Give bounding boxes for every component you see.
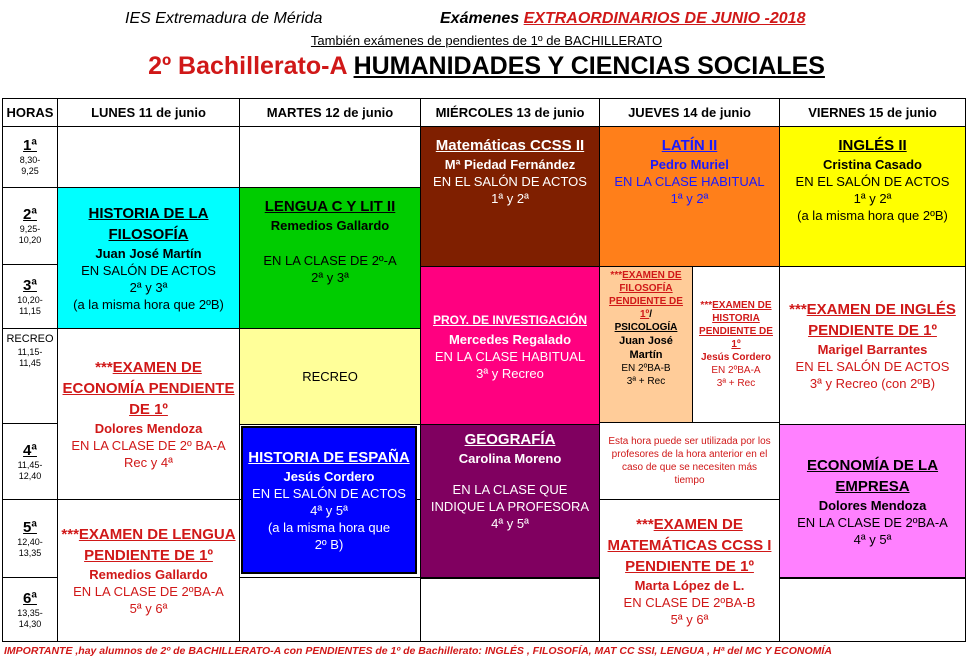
col-header-thursday: JUEVES 14 de junio (599, 98, 780, 127)
empty-cell (239, 577, 421, 642)
hour-recreo: RECREO 11,15- 11,45 (2, 328, 58, 424)
school-name: IES Extremadura de Mérida (125, 10, 323, 27)
subtitle: También exámenes de pendientes de 1º de BACHILLERATO (310, 33, 663, 48)
exam-historia-pendiente: ***EXAMEN DE HISTORIA PENDIENTE DE 1º Jesús Cordero EN 2ºBA-A 3ª + Rec (692, 266, 780, 423)
exam-historia-espana: HISTORIA DE ESPAÑA Jesús Cordero EN EL SALÓN DE ACTOS 4ª y 5ª (a la misma hora que 2º B) (241, 426, 417, 574)
exam-geografia: GEOGRAFÍA Carolina Moreno EN LA CLASE QUE INDIQUE LA PROFESORA 4ª y 5ª (420, 424, 600, 579)
exam-matematicas-pendiente: ***EXAMEN DE MATEMÁTICAS CCSS I PENDIENTE DE 1º Marta López de L. EN CLASE DE 2ºBA-B 5ª y 6ª (599, 499, 780, 642)
exam-economia-pendiente: ***EXAMEN DE ECONOMÍA PENDIENTE DE 1º Dolores Mendoza EN LA CLASE DE 2º BA-A Rec y 4ª (57, 328, 240, 500)
exam-proyecto-investigacion: PROY. DE INVESTIGACIÓN Mercedes Regalado EN LA CLASE HABITUAL 3ª y Recreo (420, 266, 600, 425)
col-header-horas: HORAS (2, 98, 58, 127)
hour-4: 4ª 11,45- 12,40 (2, 423, 58, 500)
hour-2: 2ª 9,25- 10,20 (2, 187, 58, 265)
hour-6: 6ª 13,35- 14,30 (2, 577, 58, 642)
hour-5: 5ª 12,40- 13,35 (2, 499, 58, 578)
page-title: 2º Bachillerato-A HUMANIDADES Y CIENCIAS SOCIALES (148, 52, 825, 80)
exam-matematicas-ccss: Matemáticas CCSS II Mª Piedad Fernández EN EL SALÓN DE ACTOS 1ª y 2ª (420, 126, 600, 267)
empty-cell (420, 577, 600, 642)
col-header-wednesday: MIÉRCOLES 13 de junio (420, 98, 600, 127)
col-header-monday: LUNES 11 de junio (57, 98, 240, 127)
col-header-friday: VIERNES 15 de junio (779, 98, 966, 127)
header-line-1 (0, 8, 973, 30)
empty-cell (239, 126, 421, 188)
exam-timetable (2, 98, 966, 642)
note-cell: Esta hora puede ser utilizada por los profesores de la hora anterior en el caso de que se necesiten más tiempo (599, 422, 780, 500)
footer-note: IMPORTANTE ,hay alumnos de 2º de BACHILLERATO-A con PENDIENTES de 1º de Bachillerato: INGLÉS , FILOSOFÍA, MAT CC SSI, LENGUA , Hª del MC Y ECONOMÍA (4, 645, 832, 657)
hour-3: 3ª 10,20- 11,15 (2, 264, 58, 329)
recreo-cell: RECREO (239, 328, 421, 425)
empty-cell (779, 577, 966, 642)
exam-economia-empresa: ECONOMÍA DE LA EMPRESA Dolores Mendoza EN LA CLASE DE 2ºBA-A 4ª y 5ª (779, 424, 966, 579)
hour-1: 1ª 8,30- 9,25 (2, 126, 58, 188)
exam-ingles-pendiente: ***EXAMEN DE INGLÉS PENDIENTE DE 1º Marigel Barrantes EN EL SALÓN DE ACTOS 3ª y Recreo (con 2ºB) (779, 266, 966, 425)
exam-ingles: INGLÉS II Cristina Casado EN EL SALÓN DE ACTOS 1ª y 2ª (a la misma hora que 2ºB) (779, 126, 966, 267)
exam-lengua-pendiente: ***EXAMEN DE LENGUA PENDIENTE DE 1º Remedios Gallardo EN LA CLASE DE 2ºBA-A 5ª y 6ª (57, 499, 240, 642)
col-header-tuesday: MARTES 12 de junio (239, 98, 421, 127)
exams-title: Exámenes EXTRAORDINARIOS DE JUNIO -2018 (440, 10, 806, 27)
exam-lengua-c-y-lit: LENGUA C Y LIT II Remedios Gallardo EN LA CLASE DE 2º-A 2ª y 3ª (239, 187, 421, 329)
exam-latin: LATÍN II Pedro Muriel EN LA CLASE HABITUAL 1ª y 2ª (599, 126, 780, 267)
empty-cell (57, 126, 240, 188)
exam-historia-filosofia: HISTORIA DE LA FILOSOFÍA Juan José Martín EN SALÓN DE ACTOS 2ª y 3ª (a la misma hora que 2ºB) (57, 187, 240, 329)
exam-filosofia-psicologia-pendiente: ***EXAMEN DE FILOSOFÍA PENDIENTE DE 1º/ PSICOLOGÍA Juan José Martín EN 2ºBA-B 3ª + Rec (599, 266, 693, 423)
